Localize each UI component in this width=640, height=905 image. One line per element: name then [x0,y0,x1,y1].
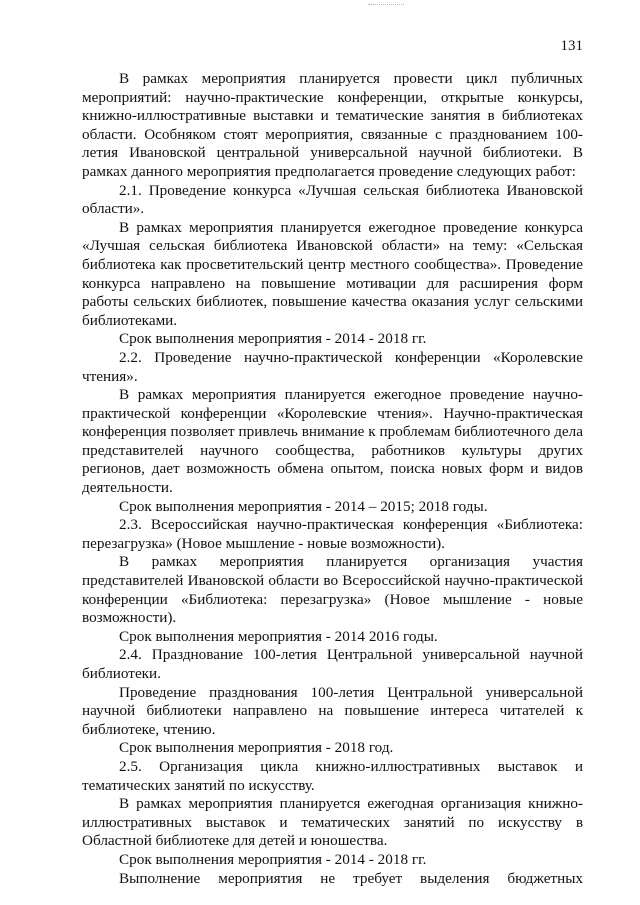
deadline-line: Срок выполнения мероприятия - 2014 2016 годы. [119,627,438,645]
section-heading: 2.5. Организация цикла книжно-иллюстративных выставок и тематических занятий по искусству. [82,757,583,794]
paragraph: В рамках мероприятия планируется ежегодное проведение конкурса «Лучшая сельская библиотека Ивановской области» на тему: «Сельская библиотека как просветительский центр местного сообщества». Проведение конкурса направлено на повышение мотивации для расширения форм работы сельских библиотек, повышение качества оказания услуг сельскими библиотеками. [82,218,583,329]
section-heading: 2.3. Всероссийская научно-практическая конференция «Библиотека: перезагрузка» (Новое мышление - новые возможности). [82,516,583,552]
section-heading: 2.1. Проведение конкурса «Лучшая сельская библиотека Ивановской области». [82,181,583,218]
paragraph: В рамках мероприятия планируется провести цикл публичных мероприятий: научно-практические конференции, открытые конкурсы, книжно-иллюстративные выставки и тематические занятия в библиотеках области. Особняком стоят мероприятия, связанные с празднованием 100-летия Ивановской центральной универсальной научной библиотеки. В рамках данного мероприятия предполагается проведение следующих работ: [82,70,583,180]
scan-artifact [368,4,404,11]
deadline-line: Срок выполнения мероприятия - 2014 - 2018 гг. [119,330,427,348]
section-heading: 2.2. Проведение научно-практической конференции «Королевские чтения». [82,348,583,385]
page-number: 131 [560,38,583,54]
deadline-line: Срок выполнения мероприятия - 2018 год. [119,739,394,757]
paragraph: В рамках мероприятия планируется ежегодное проведение научно-практической конференции «Королевские чтения». Научно-практическая конференция позволяет привлечь внимание к проблемам библиотечного дела представителей научного сообщества, работников культуры других регионов, дает возможность обмена опытом, поиска новых форм и видов деятельности. [82,386,583,497]
paragraph: В рамках мероприятия планируется организация участия представителей Ивановской области во Всероссийской научно-практической конференции «Библиотека: перезагрузка» (Новое мышление - новые возможности). [82,553,583,627]
section-heading: 2.4. Празднование 100-летия Центральной универсальной научной библиотеки. [82,646,583,682]
deadline-line: Срок выполнения мероприятия - 2014 – 2015; 2018 годы. [119,497,488,515]
paragraph: В рамках мероприятия планируется ежегодная организация книжно-иллюстративных выставок и тематических занятий по искусству в Областной библиотеке для детей и юношества. [82,795,583,850]
document-body [82,70,583,888]
deadline-line: Срок выполнения мероприятия - 2014 - 2018 гг. [119,850,427,868]
paragraph: Проведение празднования 100-летия Центральной универсальной научной библиотеки направлено на повышение интереса читателей к библиотеке, чтению. [82,683,583,738]
paragraph: Выполнение мероприятия не требует выделения бюджетных [119,869,583,887]
